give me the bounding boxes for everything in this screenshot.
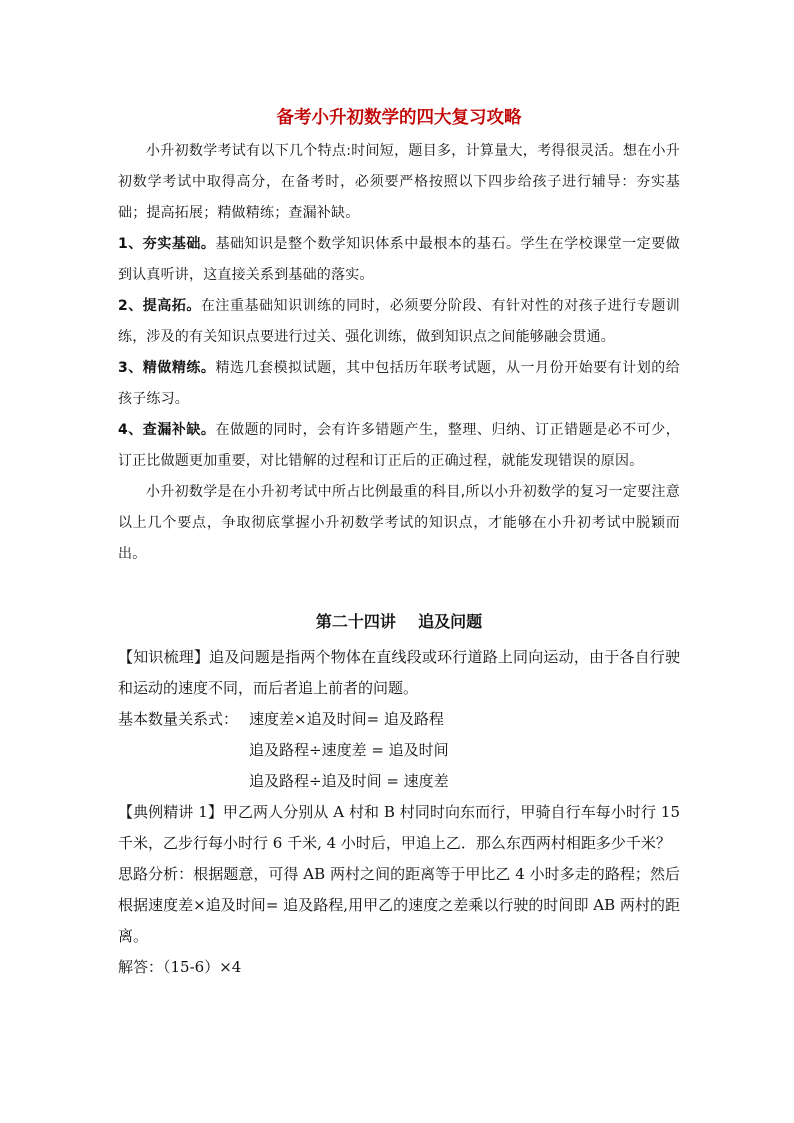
article-title: 备考小升初数学的四大复习攻略 [276,108,522,128]
page-content [118,106,680,983]
point-1-heading: 1、夯实基础。 [118,236,216,252]
point-2 [118,291,680,353]
formula-3: 追及路程÷追及时间 = 速度差 [249,772,449,790]
point-4-heading: 4、查漏补缺。 [118,422,216,438]
article-conclusion: 小升初数学是在小升初考试中所占比例最重的科目,所以小升初数学的复习一定要注意以上几个要点，争取彻底掌握小升初数学考试的知识点，才能够在小升初考试中脱颖而出。 [118,484,680,562]
point-3-heading: 3、精做精练。 [118,360,216,376]
relation-label: 基本数量关系式： [118,710,239,728]
point-2-text: 在注重基础知识训练的同时，必须要分阶段、有针对性的对孩子进行专题训练，涉及的有关知识点要进行过关、强化训练，做到知识点之间能够融会贯通。 [118,298,680,345]
point-2-heading: 2、提高拓。 [118,298,201,314]
knowledge-summary: 【知识梳理】追及问题是指两个物体在直线段或环行道路上同向运动，由于各自行驶和运动的速度不同，而后者追上前者的问题。 [118,648,680,697]
article-intro: 小升初数学考试有以下几个特点:时间短，题目多，计算量大，考得很灵活。想在小升初数学考试中取得高分，在备考时，必须要严格按照以下四步给孩子进行辅导：夯实基础；提高拓展；精做精练；查漏补缺。 [118,143,680,221]
point-3-text: 精选几套模拟试题，其中包括历年联考试题，从一月份开始要有计划的给孩子练习。 [118,360,680,407]
point-1-text: 基础知识是整个数学知识体系中最根本的基石。学生在学校课堂一定要做到认真听讲，这直接关系到基础的落实。 [118,236,680,283]
solution-analysis: 思路分析：根据题意，可得 AB 两村之间的距离等于甲比乙 4 小时多走的路程；然后根据速度差×追及时间= 追及路程,用甲乙的速度之差乘以行驶的时间即 AB 两村的距离。 [118,865,680,945]
formula-1-text: 速度差×追及时间= 追及路程 [249,710,444,728]
point-3 [118,353,680,415]
example-problem: 【典例精讲 1】甲乙两人分别从 A 村和 B 村同时向东而行，甲骑自行车每小时行 15 千米，乙步行每小时行 6 千米, 4 小时后，甲追上乙．那么东西两村相距多少千米？ [118,803,680,852]
point-4-text: 在做题的同时，会有许多错题产生，整理、归纳、订正错题是必不可少，订正比做题更加重要，对比错解的过程和订正后的正确过程，就能发现错误的原因。 [118,422,680,469]
lesson-title: 第二十四讲 追及问题 [315,612,483,631]
formula-2: 追及路程÷速度差 = 追及时间 [249,741,449,759]
point-1 [118,229,680,291]
solution-answer: 解答：（15-6）×4 [118,958,242,976]
point-4 [118,415,680,477]
